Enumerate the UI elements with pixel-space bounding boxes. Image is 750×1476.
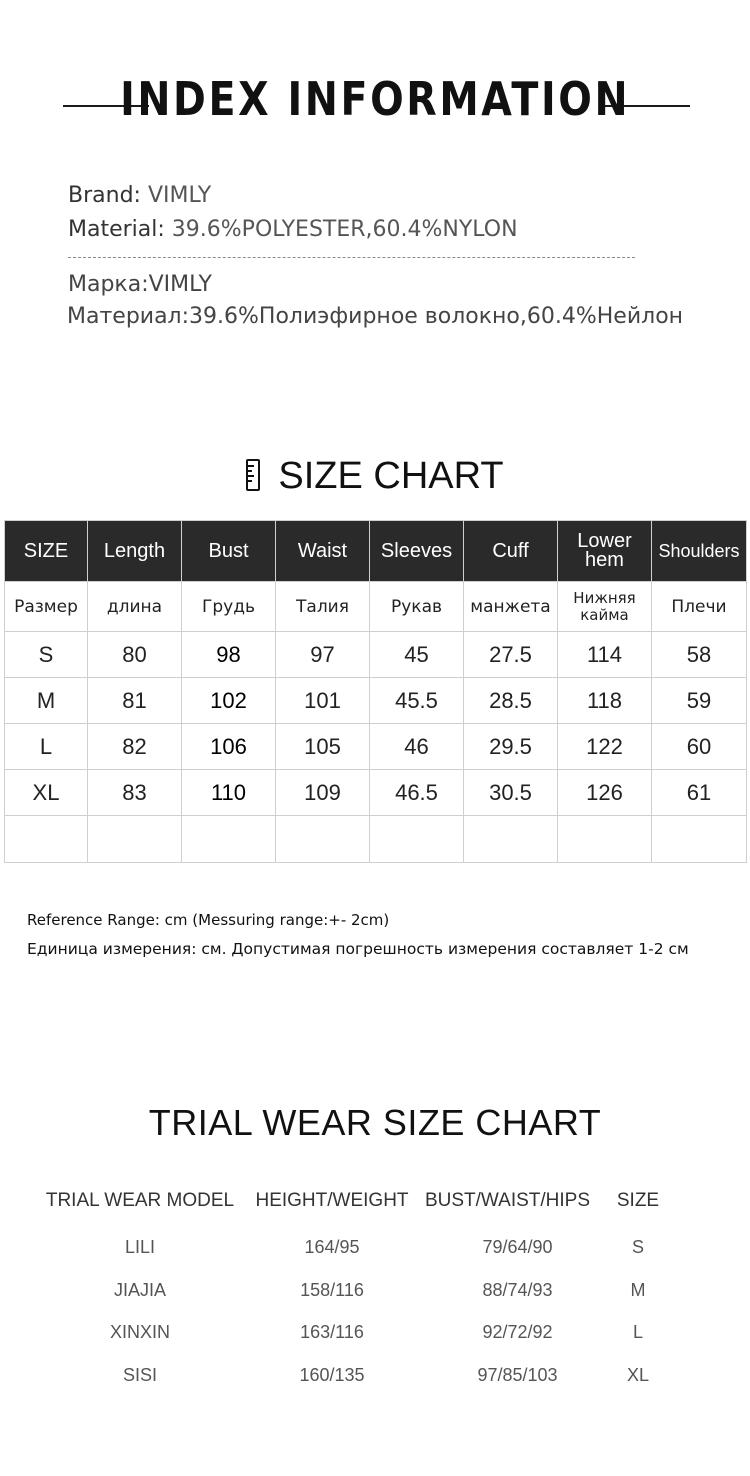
table-cell: 60 [652,724,747,770]
header-cell: Waist [276,521,370,582]
trial-cell: 88/74/93 [482,1280,553,1300]
empty-row [5,816,747,863]
lower-hem-ru: Нижняя кайма [573,588,636,624]
empty-cell [5,816,88,863]
table-cell: 80 [88,632,182,678]
table-cell: 102 [182,678,276,724]
table-cell: 82 [88,724,182,770]
trial-cell: L [632,1322,643,1342]
table-cell: 126 [558,770,652,816]
header-cell: SIZE [5,521,88,582]
table-cell: 45 [370,632,464,678]
header-cell: Bust [182,521,276,582]
table-cell: 58 [652,632,747,678]
table-cell: 101 [276,678,370,724]
size-table [4,520,747,863]
dashed-divider [68,257,635,258]
ruler-icon [246,459,260,491]
trial-cell: 158/116 [300,1280,364,1300]
empty-cell [558,816,652,863]
trial-cell: LILI [124,1237,156,1257]
table-cell: 46.5 [370,770,464,816]
ru-material-value: 39.6%Полиэфирное волокно,60.4%Нейлон [189,304,684,329]
table-cell: S [5,632,88,678]
brand-value: VIMLY [147,183,212,208]
table-cell: 81 [88,678,182,724]
table-row [5,678,747,724]
trial-cell: 160/135 [299,1365,365,1385]
table-cell: 46 [370,724,464,770]
trial-cell: JIAJIA [113,1280,166,1300]
material-line [68,217,518,242]
table-cell: M [5,678,88,724]
trial-cell: 97/85/103 [477,1365,558,1385]
header-ru-cell: длина [88,582,182,632]
ru-material-line [67,304,683,329]
table-cell: 59 [652,678,747,724]
header-cell [558,521,652,582]
size-chart-title: SIZE CHART [278,455,504,497]
empty-cell [464,816,558,863]
trial-wear-title: TRIAL WEAR SIZE CHART [148,1102,602,1143]
empty-cell [652,816,747,863]
index-title: INDEX INFORMATION [120,72,631,126]
trial-header-model: TRIAL WEAR MODEL [45,1190,235,1211]
table-cell: 45.5 [370,678,464,724]
material-value: 39.6%POLYESTER,60.4%NYLON [171,217,518,242]
reference-note: Reference Range: cm (Messuring range:+- 2cm) [27,911,390,929]
empty-cell [182,816,276,863]
trial-cell: 163/116 [300,1322,364,1342]
header-ru-row [5,582,747,632]
trial-cell: 92/72/92 [482,1322,553,1342]
ru-material-label: Материал: [67,304,190,329]
table-cell: 105 [276,724,370,770]
table-row [5,724,747,770]
table-cell: 61 [652,770,747,816]
table-cell: 98 [182,632,276,678]
header-ru-cell: Талия [276,582,370,632]
trial-cell: XL [626,1365,650,1385]
table-cell: 106 [182,724,276,770]
table-cell: 28.5 [464,678,558,724]
ru-brand-line: Марка:VIMLY [68,272,212,297]
trial-header-height: HEIGHT/WEIGHT [255,1190,409,1211]
header-row [5,521,747,582]
table-cell: 29.5 [464,724,558,770]
header-ru-cell: Грудь [182,582,276,632]
brand-line [68,183,211,208]
table-cell: 122 [558,724,652,770]
empty-cell [88,816,182,863]
table-cell: 83 [88,770,182,816]
trial-header-bwh: BUST/WAIST/HIPS [424,1190,591,1211]
table-cell: 27.5 [464,632,558,678]
table-cell: 110 [182,770,276,816]
header-cell: Sleeves [370,521,464,582]
table-cell: 97 [276,632,370,678]
header-ru-cell: Плечи [652,582,747,632]
trial-header-size: SIZE [616,1190,660,1211]
material-label: Material: [68,217,165,242]
table-cell: 118 [558,678,652,724]
trial-cell: SISI [122,1365,157,1385]
table-cell: 30.5 [464,770,558,816]
lower-hem-header: Lower hem [577,530,632,571]
table-cell: 109 [276,770,370,816]
table-cell: 114 [558,632,652,678]
header-ru-cell [558,582,652,632]
trial-cell: 164/95 [304,1237,360,1257]
table-cell: XL [5,770,88,816]
header-ru-cell: Рукав [370,582,464,632]
reference-note-ru: Единица измерения: см. Допустимая погрешность измерения составляет 1-2 см [27,940,689,958]
table-row [5,632,747,678]
table-cell: L [5,724,88,770]
header-cell: Cuff [464,521,558,582]
empty-cell [276,816,370,863]
header-cell: Shoulders [652,521,747,582]
trial-cell: S [631,1237,644,1257]
size-chart-heading [0,455,750,498]
header-ru-cell: манжета [464,582,558,632]
table-row [5,770,747,816]
brand-label: Brand: [68,183,141,208]
header-cell: Length [88,521,182,582]
trial-cell: XINXIN [109,1322,170,1342]
trial-cell: 79/64/90 [482,1237,553,1257]
empty-cell [370,816,464,863]
header-ru-cell: Размер [5,582,88,632]
trial-cell: M [630,1280,646,1300]
